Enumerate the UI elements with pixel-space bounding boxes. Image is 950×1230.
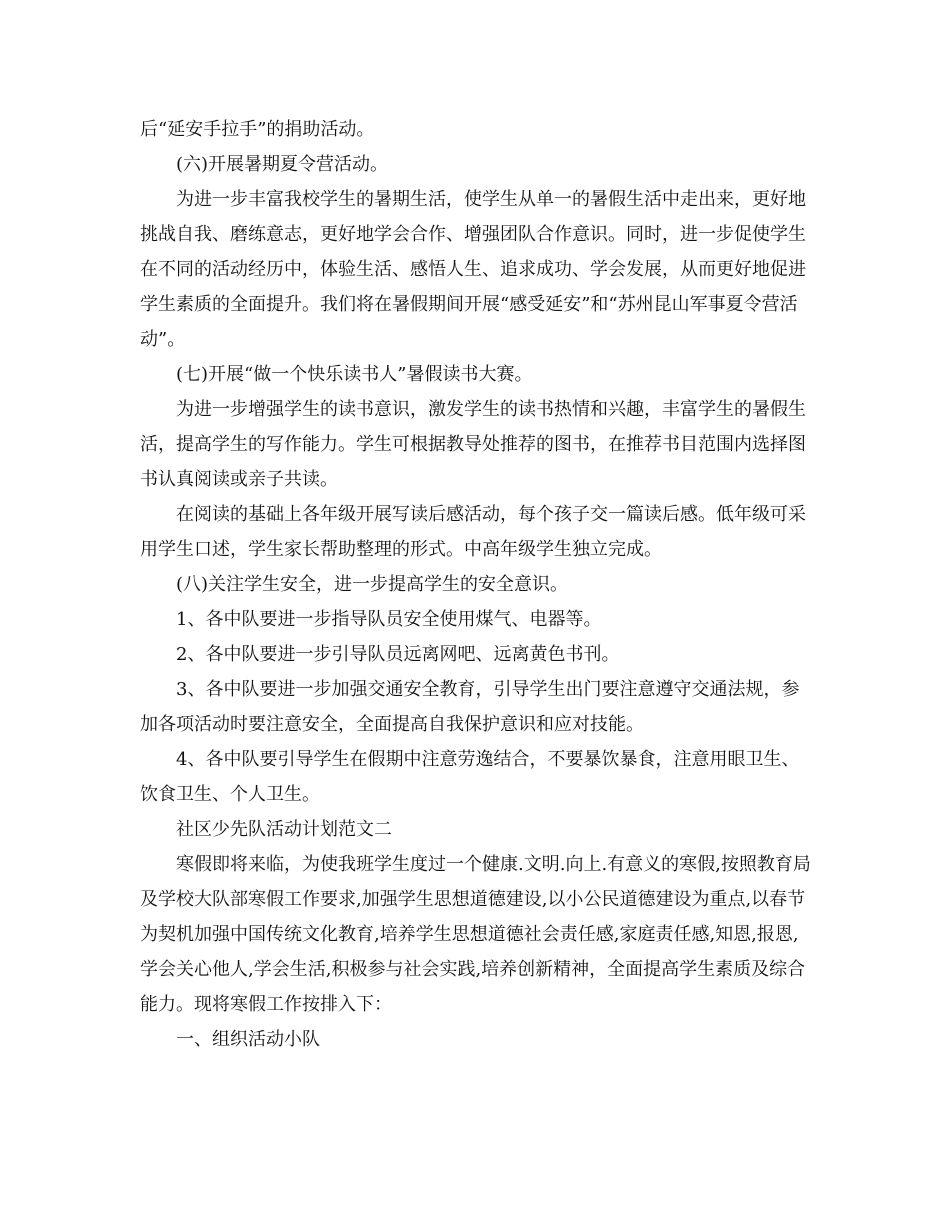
paragraph-1: 后“延安手拉手”的捐助活动。 <box>140 119 375 140</box>
section-heading-7: (七)开展“做一个快乐读书人”暑假读书大赛。 <box>176 364 533 385</box>
paragraph-5: 为进一步增强学生的读书意识，激发学生的读书热情和兴趣，丰富学生的暑假生活，提高学生的写作能力。学生可根据教导处推荐的图书，在推荐书目范围内选择图书认真阅读或亲子共读。 <box>140 399 806 490</box>
section-heading-6: (六)开展暑期夏令营活动。 <box>176 154 389 175</box>
section-heading-8: (八)关注学生安全，进一步提高学生的安全意识。 <box>176 574 569 595</box>
list-item-4: 4、各中队要引导学生在假期中注意劳逸结合，不要暴饮暴食，注意用眼卫生、饮食卫生、个人卫生。 <box>140 749 800 805</box>
list-item-2: 2、各中队要进一步引导队员远离网吧、远离黄色书刊。 <box>176 644 620 665</box>
paragraph-3: 为进一步丰富我校学生的暑期生活，使学生从单一的暑假生活中走出来，更好地挑战自我、磨练意志，更好地学会合作、增强团队合作意识。同时，进一步促使学生在不同的活动经历中，体验生活、感悟人生、追求成功、学会发展，从而更好地促进学生素质的全面提升。我们将在暑假期间开展“感受延安”和“苏州昆山军事夏令营活动”。 <box>140 189 806 350</box>
document-body <box>140 112 815 1057</box>
section-heading-1: 一、组织活动小队 <box>176 1029 320 1050</box>
paragraph-13: 寒假即将来临，为使我班学生度过一个健康.文明.向上.有意义的寒假,按照教育局及学校大队部寒假工作要求,加强学生思想道德建设,以小公民道德建设为重点,以春节为契机加强中国传统文化教育,培养学生思想道德社会责任感,家庭责任感,知恩,报恩,学会关心他人,学会生活,积极参与社会实践,培养创新精神，全面提高学生素质及综合能力。现将寒假工作按排入下： <box>140 854 811 1015</box>
paragraph-6: 在阅读的基础上各年级开展写读后感活动，每个孩子交一篇读后感。低年级可采用学生口述，学生家长帮助整理的形式。中高年级学生独立完成。 <box>140 504 806 560</box>
list-item-3: 3、各中队要进一步加强交通安全教育，引导学生出门要注意遵守交通法规，参加各项活动时要注意安全，全面提高自我保护意识和应对技能。 <box>140 679 800 735</box>
list-item-1: 1、各中队要进一步指导队员安全使用煤气、电器等。 <box>176 609 602 630</box>
document-subtitle: 社区少先队活动计划范文二 <box>176 819 392 840</box>
